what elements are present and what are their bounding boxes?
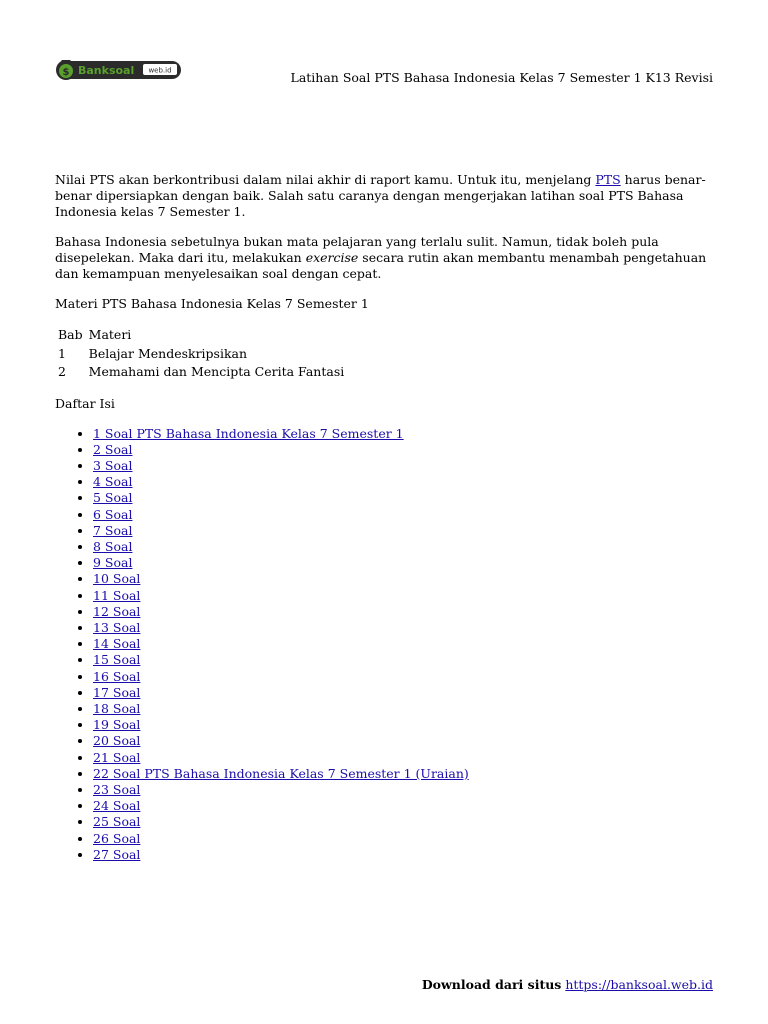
toc-item [93, 717, 715, 733]
toc-link[interactable]: 22 Soal PTS Bahasa Indonesia Kelas 7 Semester 1 (Uraian) [93, 765, 469, 781]
toc-item [93, 604, 715, 620]
toc-link[interactable]: 11 Soal [93, 587, 141, 603]
toc-item [93, 798, 715, 814]
toc-item [93, 814, 715, 830]
toc-link[interactable]: 14 Soal [93, 636, 141, 652]
toc-link[interactable]: 7 Soal [93, 522, 133, 538]
toc-link[interactable]: 20 Soal [93, 733, 141, 749]
intro-text-cont: secara rutin akan membantu menambah pengetahuan dan kemampuan menyelesaikan soal dengan cepat. [55, 250, 707, 281]
toc-link[interactable]: 25 Soal [93, 814, 141, 830]
toc-item [93, 782, 715, 798]
toc-item [93, 588, 715, 604]
toc-link[interactable]: 18 Soal [93, 700, 141, 716]
toc-heading: Daftar Isi [55, 395, 115, 411]
toc-item [93, 701, 715, 717]
toc-item [93, 750, 715, 766]
toc-item [93, 539, 715, 555]
toc-item [93, 490, 715, 506]
footer [422, 977, 713, 992]
footer-download-label: Download dari situs [421, 977, 562, 992]
logo-text: Banksoal [78, 64, 135, 77]
toc-link[interactable]: 27 Soal [93, 846, 141, 862]
toc-link[interactable]: 19 Soal [93, 717, 141, 733]
toc-item [93, 571, 715, 587]
toc-link[interactable]: 16 Soal [93, 668, 141, 684]
toc-link[interactable]: 6 Soal [93, 506, 133, 522]
intro-text-cont: harus benar-benar dipersiapkan dengan baik. Salah satu caranya dengan mengerjakan latihan soal PTS Bahasa Indonesia kelas 7 Semester 1. [55, 172, 706, 219]
toc-item [93, 669, 715, 685]
intro-paragraph-1 [55, 172, 715, 220]
pts-link[interactable]: PTS [595, 172, 621, 187]
table-cell-materi: Memahami dan Mencipta Cerita Fantasi [88, 364, 345, 379]
toc-item [93, 555, 715, 571]
intro-text: Bahasa Indonesia sebetulnya bukan mata pelajaran yang terlalu sulit. Namun, tidak boleh pula disepelekan. Maka dari itu, melakukan [55, 234, 659, 265]
toc-item [93, 685, 715, 701]
toc-link[interactable]: 5 Soal [93, 490, 133, 506]
table-header-bab: Bab [58, 327, 83, 342]
toc-item [93, 652, 715, 668]
toc-link[interactable]: 15 Soal [93, 652, 141, 668]
table-cell-bab: 1 [58, 345, 66, 361]
table-row [55, 345, 347, 364]
svg-text:$: $ [62, 67, 70, 78]
table-row [55, 363, 347, 382]
banksoal-logo[interactable] [55, 55, 183, 81]
toc-link[interactable]: 26 Soal [93, 830, 141, 846]
toc-link[interactable]: 12 Soal [93, 603, 141, 619]
toc-item [93, 636, 715, 652]
toc-link[interactable]: 21 Soal [93, 749, 141, 765]
materi-table [55, 326, 347, 382]
intro-paragraph-2 [55, 234, 715, 282]
table-cell-bab: 2 [58, 364, 66, 379]
toc-item [93, 523, 715, 539]
toc-link[interactable]: 17 Soal [93, 684, 141, 700]
toc-link[interactable]: 10 Soal [93, 571, 141, 587]
toc-item [93, 733, 715, 749]
toc-link[interactable]: 8 Soal [93, 538, 133, 554]
toc-item [93, 847, 715, 863]
toc-link[interactable]: 23 Soal [93, 781, 141, 797]
toc-item [93, 507, 715, 523]
footer-site-link[interactable]: https://banksoal.web.id [565, 977, 713, 992]
toc-item [93, 620, 715, 636]
toc-item [93, 474, 715, 490]
toc-item [93, 831, 715, 847]
toc-item [93, 426, 715, 442]
toc-item [93, 458, 715, 474]
logo-badge-text: web.id [148, 66, 172, 75]
toc-link[interactable]: 4 Soal [93, 474, 133, 490]
toc-link[interactable]: 2 Soal [93, 441, 133, 457]
toc-item [93, 766, 715, 782]
toc-link[interactable]: 1 Soal PTS Bahasa Indonesia Kelas 7 Semester 1 [93, 425, 404, 441]
toc-link[interactable]: 3 Soal [93, 457, 133, 473]
table-cell-materi: Belajar Mendeskripsikan [88, 345, 248, 361]
toc-link[interactable]: 9 Soal [93, 555, 133, 571]
toc-link[interactable]: 24 Soal [93, 798, 141, 814]
table-of-contents [55, 426, 715, 863]
article-body [55, 172, 715, 863]
intro-text: Nilai PTS akan berkontribusi dalam nilai akhir di raport kamu. Untuk itu, menjelang [55, 172, 596, 187]
page-header-title: Latihan Soal PTS Bahasa Indonesia Kelas 7 Semester 1 K13 Revisi [290, 70, 713, 85]
table-header-materi: Materi [88, 327, 132, 342]
table-header-row [55, 326, 347, 345]
toc-item [93, 442, 715, 458]
toc-link[interactable]: 13 Soal [93, 619, 141, 635]
materi-heading: Materi PTS Bahasa Indonesia Kelas 7 Semester 1 [55, 296, 369, 311]
exercise-emphasis: exercise [305, 250, 359, 265]
